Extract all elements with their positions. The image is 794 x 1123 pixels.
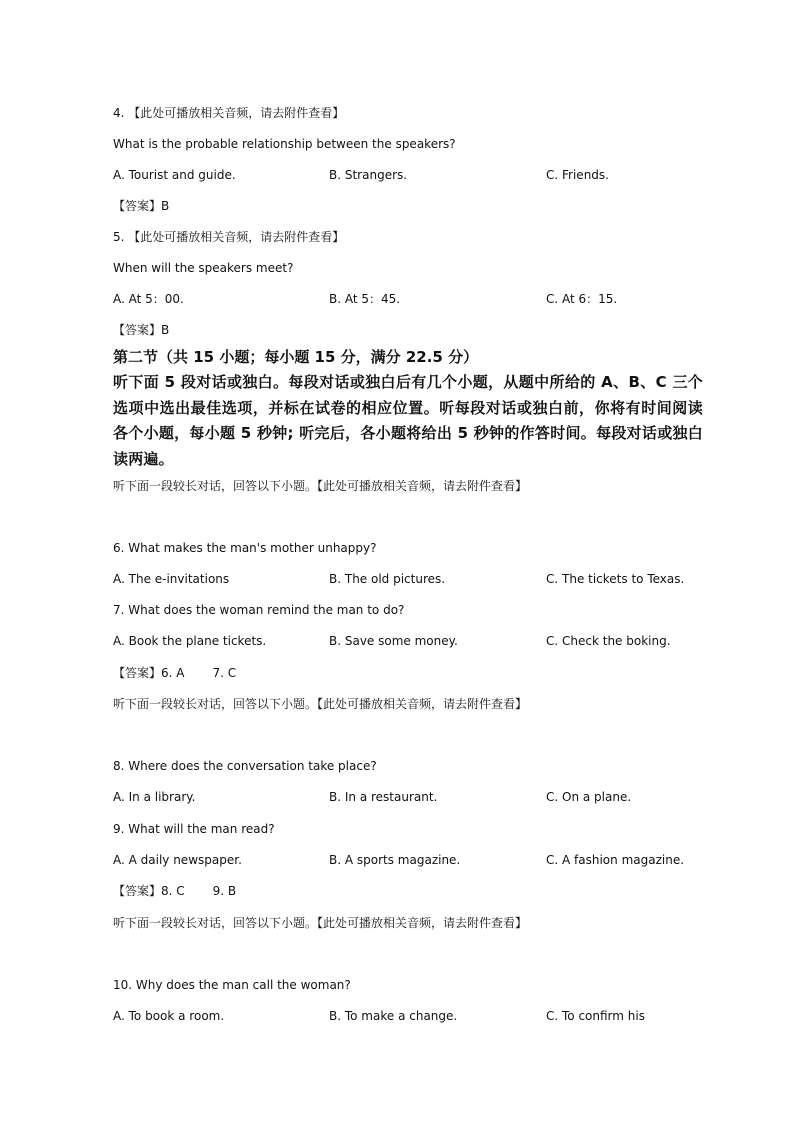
q10-option-a: A. To book a room.	[113, 1009, 225, 1023]
q5-header: 5. 【此处可播放相关音频，请去附件查看】	[113, 230, 345, 244]
q7-question: 7. What does the woman remind the man to do?	[113, 603, 405, 617]
q9-option-b: B. A sports magazine.	[329, 853, 461, 867]
q5-options	[113, 291, 733, 307]
q8-options	[113, 789, 733, 805]
group3-prompt: 听下面一段较长对话，回答以下小题。【此处可播放相关音频，请去附件查看】	[113, 916, 528, 930]
q4-option-b: B. Strangers.	[329, 168, 408, 182]
q8-option-c: C. On a plane.	[546, 790, 632, 804]
q5-option-b: B. At 5：45.	[329, 292, 401, 306]
q6-option-a: A. The e-invitations	[113, 572, 230, 586]
q4-header: 4. 【此处可播放相关音频，请去附件查看】	[113, 106, 345, 120]
q6-options	[113, 571, 733, 587]
q5-option-c: C. At 6：15.	[546, 292, 618, 306]
q6-option-b: B. The old pictures.	[329, 572, 446, 586]
q6-question: 6. What makes the man's mother unhappy?	[113, 541, 377, 555]
q8-option-a: A. In a library.	[113, 790, 196, 804]
section2-title: 第二节（共 15 小题；每小题 15 分，满分 22.5 分）	[113, 348, 479, 366]
group1-answer-second: 7. C	[212, 666, 237, 680]
group1-answer	[113, 665, 236, 681]
q10-options	[113, 1008, 733, 1024]
q4-options	[113, 167, 733, 183]
q7-option-b: B. Save some money.	[329, 634, 458, 648]
group2-answer-second: 9. B	[212, 884, 237, 898]
group2-answer	[113, 883, 236, 899]
group2-prompt: 听下面一段较长对话，回答以下小题。【此处可播放相关音频，请去附件查看】	[113, 697, 528, 711]
q10-option-c: C. To confirm his	[546, 1009, 645, 1023]
q10-question: 10. Why does the man call the woman?	[113, 978, 351, 992]
q9-question: 9. What will the man read?	[113, 822, 275, 836]
q6-option-c: C. The tickets to Texas.	[546, 572, 685, 586]
q7-option-a: A. Book the plane tickets.	[113, 634, 267, 648]
q9-options	[113, 852, 733, 868]
q7-option-c: C. Check the boking.	[546, 634, 671, 648]
section2-instructions: 听下面 5 段对话或独白。每段对话或独白后有几个小题，从题中所给的 A、B、C 三个选项中选出最佳选项，并标在试卷的相应位置。听每段对话或独白前，你将有时间阅读各个小题，每小题 5 秒钟; 听完后，各小题将给出 5 秒钟的作答时间。每段对话或独白读两遍。	[113, 373, 703, 468]
group1-answer-first: 【答案】6. A	[113, 666, 185, 680]
q5-question: When will the speakers meet?	[113, 261, 294, 275]
q4-question: What is the probable relationship between the speakers?	[113, 137, 456, 151]
q8-question: 8. Where does the conversation take place?	[113, 759, 377, 773]
q7-options	[113, 633, 733, 649]
q4-option-c: C. Friends.	[546, 168, 609, 182]
group1-prompt: 听下面一段较长对话，回答以下小题。【此处可播放相关音频，请去附件查看】	[113, 479, 528, 493]
q4-option-a: A. Tourist and guide.	[113, 168, 236, 182]
group2-answer-first: 【答案】8. C	[113, 884, 185, 898]
q8-option-b: B. In a restaurant.	[329, 790, 438, 804]
q9-option-c: C. A fashion magazine.	[546, 853, 685, 867]
q4-answer: 【答案】B	[113, 199, 170, 213]
q10-option-b: B. To make a change.	[329, 1009, 458, 1023]
q5-answer: 【答案】B	[113, 323, 170, 337]
q9-option-a: A. A daily newspaper.	[113, 853, 242, 867]
q5-option-a: A. At 5：00.	[113, 292, 184, 306]
